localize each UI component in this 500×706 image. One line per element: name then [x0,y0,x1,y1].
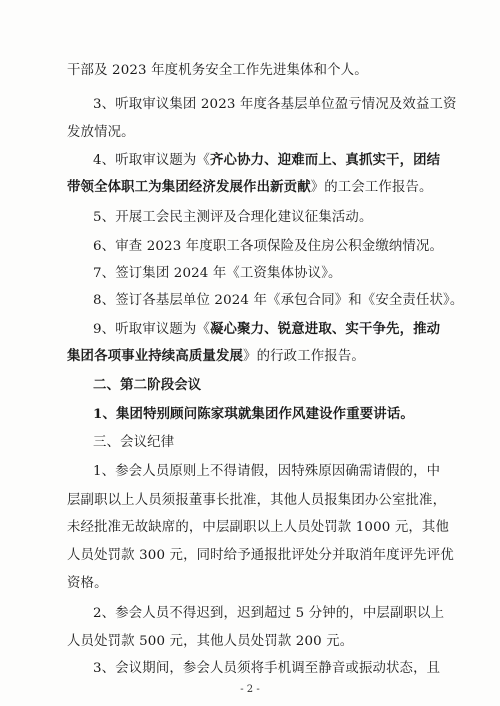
text-segment: 未经批准无故缺席的，中层副职以上人员处罚款 1000 元，其他 [67,520,450,535]
text-segment: 3、听取审议集团 2023 年度各基层单位盈亏情况及效益工资 [93,97,457,112]
text-segment-bold: 集团各项事业持续高质量发展 [67,348,244,364]
text-line-15 [93,463,440,481]
text-line-18 [67,547,454,565]
text-segment: 9、听取审议题为《 [93,322,210,337]
text-line-4 [93,151,440,170]
text-line-10 [93,320,440,339]
text-segment-bold: 二、第二阶段会议 [93,377,202,393]
text-line-22 [93,660,440,678]
text-line-1 [67,62,368,80]
text-segment: 4、听取审议题为《 [93,153,210,168]
text-line-21 [67,633,353,651]
text-segment-bold: 带领全体职工为集团经济发展作出新贡献 [67,179,311,195]
text-line-13 [93,405,414,424]
text-segment: 7、签订集团 2024 年《工资集体协议》。 [93,266,342,281]
text-segment: 人员处罚款 500 元，其他人员处罚款 200 元。 [67,634,354,649]
text-segment: 人员处罚款 300 元，同时给予通报批评处分并取消年度评先评优 [67,548,454,563]
page-number: - 2 - [240,684,260,695]
text-line-20 [93,605,444,623]
text-line-9 [93,292,463,310]
text-line-19 [67,575,108,593]
text-line-3 [67,124,135,142]
text-segment: 》的行政工作报告。 [243,349,365,364]
text-line-8 [93,265,342,283]
text-line-5 [67,178,433,197]
text-segment: 层副职以上人员须报董事长批准，其他人员报集团办公室批准， [67,493,447,508]
text-segment: 资格。 [67,576,108,591]
text-segment: 8、签订各基层单位 2024 年《承包合同》和《安全责任状》。 [93,293,464,308]
text-line-6 [93,209,372,227]
text-segment: 5、开展工会民主测评及合理化建议征集活动。 [93,210,373,225]
section-heading-3 [93,434,174,452]
text-segment: 三、会议纪律 [93,435,175,450]
text-line-11 [67,347,365,366]
text-segment-bold: 齐心协力、迎难而上、真抓实干，团结 [210,152,441,168]
text-line-7 [93,238,443,256]
text-segment: 发放情况。 [67,125,135,140]
text-segment: 》的工会工作报告。 [310,180,433,195]
section-heading-2 [93,376,201,395]
text-line-16 [67,492,446,510]
text-segment: 3、会议期间，参会人员须将手机调至静音或振动状态，且 [93,661,441,676]
text-segment-bold: 1、集团特别顾问陈家琪就集团作风建设作重要讲话。 [93,406,414,422]
text-line-2 [93,96,457,114]
text-segment: 6、审查 2023 年度职工各项保险及住房公积金缴纳情况。 [93,239,444,254]
text-segment-bold: 凝心聚力、锐意进取、实干争先，推动 [210,321,441,337]
text-line-17 [67,519,449,537]
text-segment: 2、参会人员不得迟到，迟到超过 5 分钟的，中层副职以上 [93,606,445,621]
text-segment: 干部及 2023 年度机务安全工作先进集体和个人。 [67,63,368,78]
text-segment: 1、参会人员原则上不得请假，因特殊原因确需请假的，中 [93,464,441,479]
